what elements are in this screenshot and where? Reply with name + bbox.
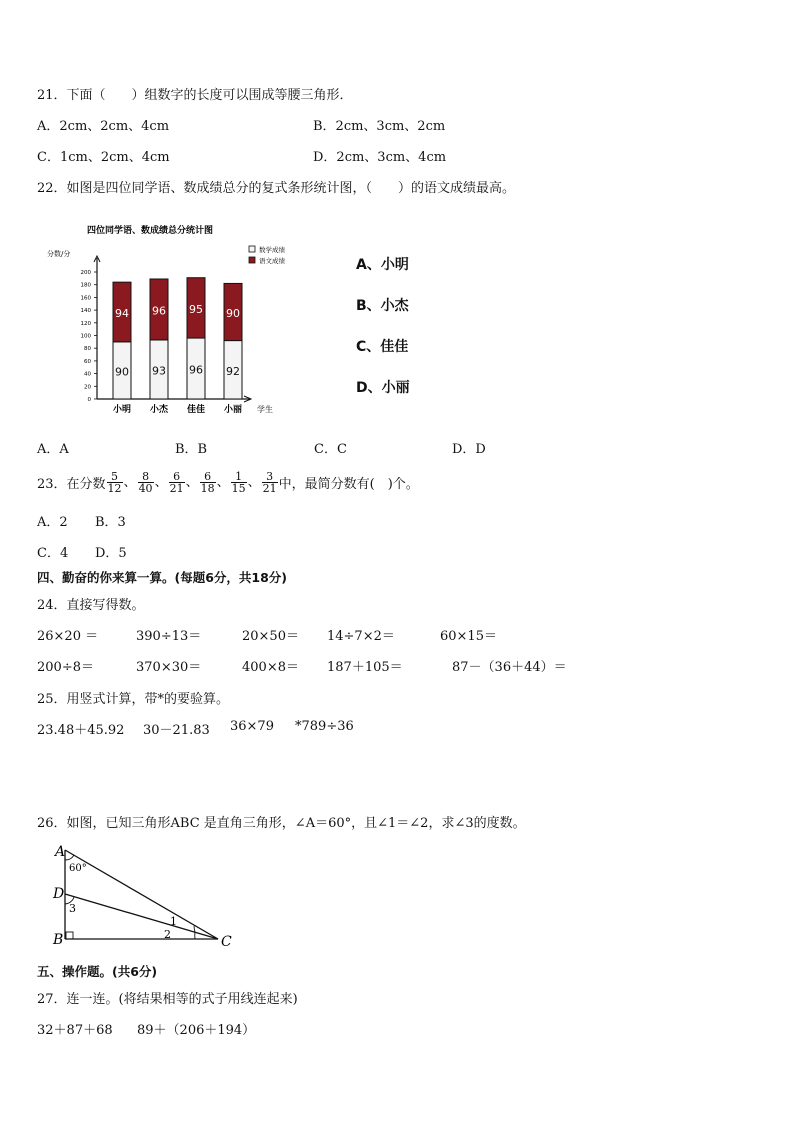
bar-chinese-label: 90 (226, 307, 240, 321)
q22-side-option-b: B、小杰 (356, 298, 409, 314)
legend-swatch (249, 257, 255, 263)
q22-side-option-a: A、小明 (356, 257, 409, 273)
q24-r2-3: 400×8＝ (242, 660, 299, 675)
chart-ylabel: 分数/分 (47, 250, 71, 258)
x-tick-label: 小杰 (149, 405, 169, 415)
chart-xlabel: 学生 (257, 405, 273, 414)
fraction-separator: 、 (123, 474, 137, 490)
fraction-separator: 、 (216, 474, 230, 490)
label-3: 3 (69, 902, 76, 915)
y-tick-label: 120 (80, 320, 91, 327)
fraction-1 (107, 471, 123, 494)
bar-math-label: 96 (189, 363, 203, 377)
q21-option-a: A．2cm、2cm、4cm (37, 119, 170, 134)
fraction-numerator: 5 (107, 471, 123, 483)
bar-chinese-label: 95 (189, 302, 203, 316)
fraction-denominator: 40 (138, 481, 153, 495)
fraction-5 (231, 471, 247, 494)
fraction-denominator: 18 (200, 481, 215, 495)
q21-option-c: C．1cm、2cm、4cm (37, 150, 170, 165)
q24-r2-4: 187＋105＝ (327, 660, 403, 675)
triangle-figure (45, 838, 245, 953)
fraction-numerator: 8 (138, 471, 154, 483)
fraction-denominator: 21 (169, 481, 184, 495)
q22-side-option-c: C、佳佳 (356, 339, 409, 355)
q24-r2-5: 87－（36＋44）＝ (452, 660, 567, 675)
y-tick-label: 180 (80, 282, 91, 289)
y-tick-label: 160 (80, 295, 91, 302)
fraction-numerator: 6 (169, 471, 185, 483)
legend (249, 245, 286, 265)
q27-item-1: 32＋87＋68 (37, 1023, 113, 1038)
q25-item-1: 23.48＋45.92 (37, 723, 125, 738)
q22-option-c: C．C (314, 442, 347, 457)
q23-stem (37, 466, 419, 498)
fraction-numerator: 1 (231, 471, 247, 483)
q23-pre: 23．在分数 (37, 476, 106, 492)
legend-label: 语文成绩 (259, 257, 285, 265)
label-a: A (55, 844, 66, 860)
q25-item-2: 30－21.83 (143, 723, 210, 738)
legend-swatch (249, 246, 255, 252)
fraction-4 (200, 471, 216, 494)
y-tick-label: 0 (87, 397, 91, 403)
legend-label: 数学成绩 (259, 246, 285, 254)
label-2: 2 (164, 928, 171, 941)
fraction-numerator: 6 (200, 471, 216, 483)
x-tick-label: 小丽 (223, 405, 243, 415)
q24-stem: 24．直接写得数。 (37, 598, 145, 613)
y-tick-label: 60 (84, 358, 91, 365)
bar-math-label: 92 (226, 364, 240, 378)
q22-stem: 22．如图是四位同学语、数成绩总分的复式条形统计图，（ ）的语文成绩最高。 (37, 181, 516, 196)
label-d: D (53, 886, 65, 902)
q22-side-option-d: D、小丽 (356, 380, 410, 396)
bar-chinese-label: 94 (115, 307, 129, 321)
q24-r1-2: 390÷13＝ (136, 629, 202, 644)
fraction-separator: 、 (154, 474, 168, 490)
bars (113, 278, 242, 415)
q24-r2-2: 370×30＝ (136, 660, 202, 675)
q22-option-d: D．D (452, 442, 486, 457)
fraction-denominator: 21 (262, 481, 277, 495)
y-tick-label: 200 (80, 270, 91, 276)
q21-option-d: D．2cm、3cm、4cm (313, 150, 447, 165)
fraction-3 (169, 471, 185, 494)
section-5-heading: 五、操作题。(共6分) (37, 964, 158, 979)
chart-title: 四位同学语、数成绩总分统计图 (87, 226, 214, 236)
bar-chart (45, 216, 305, 421)
q24-r1-4: 14÷7×2＝ (327, 629, 395, 644)
label-1: 1 (170, 915, 177, 928)
y-tick-label: 140 (80, 308, 91, 315)
q23-option-b: B．3 (95, 515, 126, 530)
q23-post: 中，最简分数有( )个。 (278, 476, 419, 492)
section-4-heading: 四、勤奋的你来算一算。(每题6分，共18分) (37, 570, 288, 585)
q25-item-4: *789÷36 (295, 719, 354, 734)
q25-item-3: 36×79 (230, 719, 274, 734)
q27-stem: 27．连一连。(将结果相等的式子用线连起来) (37, 992, 298, 1007)
q27-item-2: 89＋（206＋194） (137, 1023, 256, 1038)
fraction-denominator: 12 (107, 481, 122, 495)
q23-fractions (106, 471, 279, 494)
bar-chinese-label: 96 (152, 304, 166, 318)
q24-r1-1: 26×20 ＝ (37, 629, 99, 644)
label-c: C (221, 934, 232, 950)
q23-option-c: C．4 (37, 546, 69, 561)
bar-math-label: 90 (115, 365, 129, 379)
q22-option-a: A．A (37, 442, 69, 457)
q23-option-d: D．5 (95, 546, 127, 561)
q26-stem: 26．如图，已知三角形ABC 是直角三角形，∠A＝60°，且∠1＝∠2，求∠3的度数。 (37, 816, 526, 831)
q25-stem: 25．用竖式计算，带*的要验算。 (37, 692, 230, 707)
fraction-6 (262, 471, 278, 494)
fraction-separator: 、 (247, 474, 261, 490)
q22-option-b: B．B (175, 442, 208, 457)
bar-math-label: 93 (152, 364, 166, 378)
y-tick-label: 40 (84, 371, 91, 378)
x-tick-label: 佳佳 (186, 405, 206, 415)
label-angle-a: 60° (69, 863, 87, 874)
x-tick-label: 小明 (112, 405, 132, 415)
fraction-separator: 、 (185, 474, 199, 490)
fraction-numerator: 3 (262, 471, 278, 483)
y-tick-label: 100 (80, 333, 91, 340)
q24-r1-3: 20×50＝ (242, 629, 299, 644)
q21-option-b: B．2cm、3cm、2cm (313, 119, 446, 134)
label-b: B (53, 932, 64, 948)
y-tick-label: 80 (84, 346, 91, 353)
fraction-2 (138, 471, 154, 494)
y-tick-label: 20 (84, 384, 91, 391)
q23-option-a: A．2 (37, 515, 68, 530)
q24-r2-1: 200÷8＝ (37, 660, 94, 675)
q21-stem: 21．下面（ ）组数字的长度可以围成等腰三角形． (37, 88, 353, 103)
fraction-denominator: 15 (231, 481, 246, 495)
q24-r1-5: 60×15＝ (440, 629, 497, 644)
